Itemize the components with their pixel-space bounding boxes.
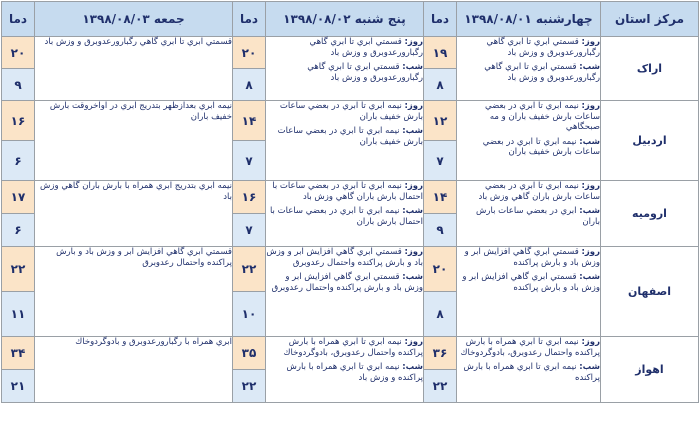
province-name: اهواز (601, 337, 699, 403)
forecast-text: ابري همراه با رگبارورعدوبرق و بادوگردوخاك (75, 337, 232, 347)
min-temp: ۱۱ (2, 292, 35, 337)
day3-forecast (35, 247, 233, 337)
night-label: شب: (579, 272, 600, 282)
night-text: قسمتي ابري تا ابري گاهي رگبارورعدوبرق و وزش باد (307, 62, 423, 83)
day-forecast (266, 37, 423, 58)
day-forecast (457, 37, 600, 58)
min-temp: ۷ (233, 214, 266, 247)
day2-forecast (266, 101, 424, 181)
max-temp: ۲۰ (233, 37, 266, 69)
night-label: شب: (579, 136, 600, 147)
forecast-text: نيمه ابري بتدريج ابري همراه با بارش باران گاهي وزش باد (40, 181, 232, 202)
night-text: نيمه ابري تا ابري در بعضي ساعات بارش خفيف باران (277, 126, 423, 147)
max-temp: ۱۶ (2, 101, 35, 141)
day2-forecast (266, 247, 424, 337)
night-text: قسمتي ابري تا ابري گاهي رگبارورعدوبرق و وزش باد (484, 62, 600, 83)
night-text: نيمه ابري تا ابري در بعضي ساعات با احتمال بارش باران (269, 206, 423, 227)
day-forecast (457, 247, 600, 268)
table-row (2, 247, 699, 292)
night-forecast (457, 58, 600, 83)
forecast-text: نيمه ابري بعدازظهر بتدريج ابري در اواخروقت بارش خفيف باران (49, 101, 232, 122)
day-text: قسمتي ابري گاهي افزايش ابر و وزش باد و بارش پراكنده واحتمال رعدوبرق (266, 247, 423, 268)
day-label: روز: (404, 101, 423, 111)
max-temp: ۲۰ (2, 37, 35, 69)
night-text: قسمتي ابري گاهي افزايش ابر و وزش باد و بارش پراكنده واحتمال رعدوبرق (271, 272, 423, 293)
min-temp: ۷ (233, 141, 266, 181)
night-forecast (266, 122, 423, 147)
night-label: شب: (402, 62, 423, 72)
day-text: نيمه ابري تا ابري همراه با بارش پراكنده واحتمال رعدوبرق، بادوگردوخاك (460, 337, 600, 358)
day-label: روز: (581, 101, 600, 111)
day-label: روز: (581, 337, 600, 347)
night-forecast (266, 58, 423, 83)
day-forecast (266, 337, 423, 358)
day-label: روز: (404, 37, 423, 47)
day-forecast (266, 181, 423, 202)
province-name: ارومیه (601, 181, 699, 247)
night-label: شب: (579, 362, 600, 372)
day-text: نيمه ابري تا ابري در بعضي ساعات بارش خفيف باران و مه صبحگاهي (484, 101, 600, 132)
header-temp-day2: دما (233, 2, 266, 37)
table-row (2, 37, 699, 69)
night-forecast (266, 268, 423, 293)
day1-forecast (457, 337, 601, 403)
max-temp: ۲۲ (2, 247, 35, 292)
day2-forecast (266, 37, 424, 101)
day-text: نيمه ابري تا ابري در بعضي ساعات با احتمال بارش باران گاهي وزش باد (272, 181, 423, 202)
header-day3: جمعه ۱۳۹۸/۰۸/۰۳ (35, 2, 233, 37)
table-row (2, 181, 699, 214)
day-label: روز: (581, 37, 600, 47)
min-temp: ۸ (424, 69, 457, 101)
min-temp: ۱۰ (233, 292, 266, 337)
night-label: شب: (402, 126, 423, 136)
max-temp: ۱۴ (233, 101, 266, 141)
min-temp: ۷ (424, 141, 457, 181)
min-temp: ۸ (233, 69, 266, 101)
weather-forecast-table (1, 1, 699, 403)
day3-forecast (35, 337, 233, 403)
max-temp: ۱۶ (233, 181, 266, 214)
province-name: اردبیل (601, 101, 699, 181)
max-temp: ۳۴ (2, 337, 35, 370)
header-temp-day3: دما (2, 2, 35, 37)
day-text: قسمتي ابري تا ابري گاهي رگبارورعدوبرق و وزش باد (309, 37, 423, 58)
max-temp: ۳۵ (233, 337, 266, 370)
header-day1: چهارشنبه ۱۳۹۸/۰۸/۰۱ (457, 2, 601, 37)
night-text: نيمه ابري تا ابري همراه با بارش پراكنده (463, 362, 600, 383)
day3-forecast (35, 37, 233, 101)
province-name: اصفهان (601, 247, 699, 337)
day3-forecast (35, 181, 233, 247)
max-temp: ۱۷ (2, 181, 35, 214)
day-text: نيمه ابري تا ابري همراه با بارش پراكنده واحتمال رعدوبرق، بادوگردوخاك (283, 337, 423, 358)
night-forecast (457, 358, 600, 383)
max-temp: ۱۴ (424, 181, 457, 214)
day-forecast (266, 101, 423, 122)
min-temp: ۲۲ (233, 370, 266, 403)
day1-forecast (457, 247, 601, 337)
table-row (2, 337, 699, 370)
table-row (2, 101, 699, 141)
day-forecast (457, 181, 600, 202)
day-label: روز: (404, 337, 423, 347)
night-forecast (457, 133, 600, 158)
max-temp: ۱۹ (424, 37, 457, 69)
day1-forecast (457, 101, 601, 181)
night-forecast (266, 358, 423, 383)
night-text: قسمتي ابري گاهي افزايش ابر و وزش باد و بارش پراكنده (462, 272, 600, 293)
max-temp: ۱۲ (424, 101, 457, 141)
night-text: ابري در بعضي ساعات بارش باران (476, 206, 600, 227)
night-text: نيمه ابري تا ابري در بعضي ساعات بارش خفيف باران (482, 136, 600, 157)
night-label: شب: (579, 62, 600, 72)
day-text: نيمه ابري تا ابري در بعضي ساعات بارش باران گاهي وزش باد (478, 181, 600, 202)
day-text: قسمتي ابري تا ابري گاهي رگبارورعدوبرق و وزش باد (486, 37, 600, 58)
night-label: شب: (402, 362, 423, 372)
day-text: نيمه ابري تا ابري در بعضي ساعات بارش خفيف باران (279, 101, 423, 122)
forecast-text: قسمتي ابري گاهي افزايش ابر و وزش باد و بارش پراكنده واحتمال رعدوبرق (56, 247, 232, 268)
night-label: شب: (402, 206, 423, 216)
max-temp: ۳۶ (424, 337, 457, 370)
day-text: قسمتي ابري گاهي افزايش ابر و وزش باد و بارش پراكنده (464, 247, 600, 268)
day2-forecast (266, 181, 424, 247)
min-temp: ۶ (2, 141, 35, 181)
min-temp: ۹ (2, 69, 35, 101)
min-temp: ۸ (424, 292, 457, 337)
night-forecast (457, 268, 600, 293)
day-label: روز: (581, 181, 600, 191)
min-temp: ۹ (424, 214, 457, 247)
day-label: روز: (581, 247, 600, 257)
night-label: شب: (579, 206, 600, 216)
header-row (2, 2, 699, 37)
night-text: نيمه ابري تا ابري همراه با بارش پراكنده و وزش باد (286, 362, 423, 383)
night-forecast (266, 202, 423, 227)
max-temp: ۲۲ (233, 247, 266, 292)
night-forecast (457, 202, 600, 227)
min-temp: ۲۱ (2, 370, 35, 403)
day-forecast (266, 247, 423, 268)
header-temp-day1: دما (424, 2, 457, 37)
day1-forecast (457, 37, 601, 101)
day-forecast (457, 337, 600, 358)
min-temp: ۲۲ (424, 370, 457, 403)
header-province: مرکز استان (601, 2, 699, 37)
province-name: اراک (601, 37, 699, 101)
forecast-text: قسمتي ابري تا ابري گاهي رگبارورعدوبرق و وزش باد (44, 37, 232, 47)
max-temp: ۲۰ (424, 247, 457, 292)
day-label: روز: (404, 247, 423, 257)
night-label: شب: (402, 272, 423, 282)
day3-forecast (35, 101, 233, 181)
min-temp: ۶ (2, 214, 35, 247)
day-forecast (457, 101, 600, 133)
day2-forecast (266, 337, 424, 403)
header-day2: پنج شنبه ۱۳۹۸/۰۸/۰۲ (266, 2, 424, 37)
day1-forecast (457, 181, 601, 247)
day-label: روز: (404, 181, 423, 191)
